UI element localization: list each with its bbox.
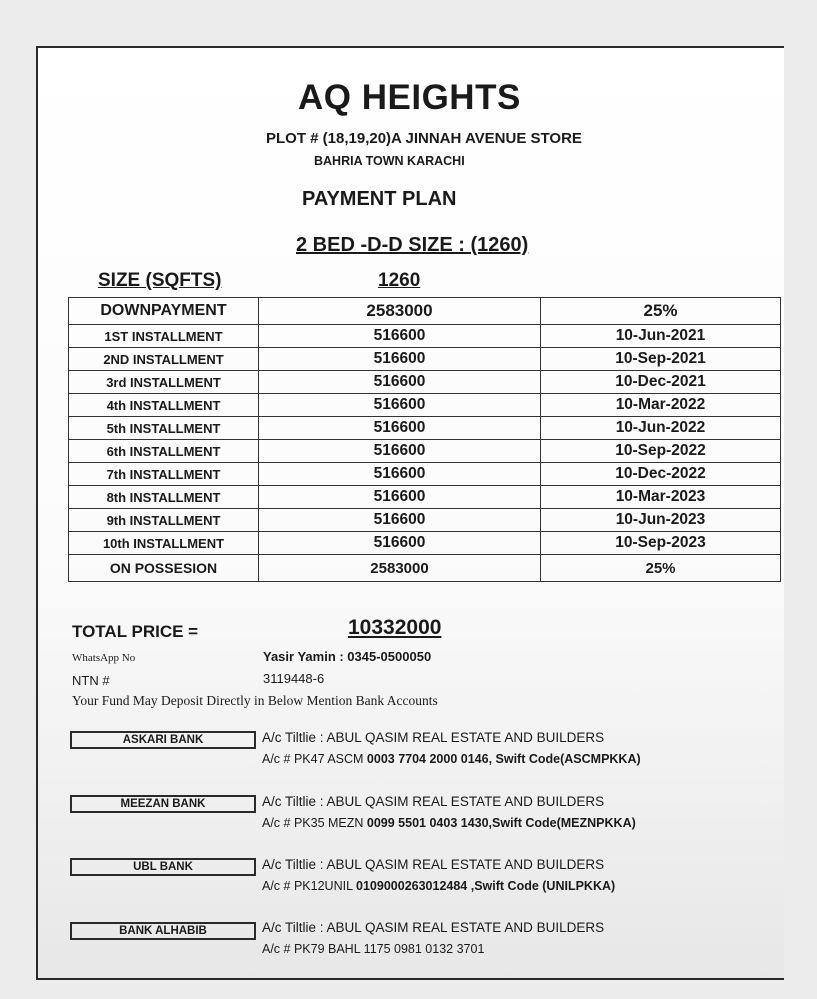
row-label: 9th INSTALLMENT: [69, 509, 259, 532]
table-row: [69, 394, 781, 417]
row-label: 8th INSTALLMENT: [69, 486, 259, 509]
address-line-1: PLOT # (18,19,20)A JINNAH AVENUE STORE: [266, 130, 582, 147]
row-amount: 516600: [259, 509, 541, 532]
table-row: [69, 348, 781, 371]
row-info: 10-Dec-2022: [541, 463, 781, 486]
table-row: [69, 555, 781, 582]
address-line-2: BAHRIA TOWN KARACHI: [314, 154, 465, 168]
account-number: A/c # PK12UNIL 0109000263012484 ,Swift Code (UNILPKKA): [262, 879, 616, 893]
account-title: A/c Tiltlie : ABUL QASIM REAL ESTATE AND BUILDERS: [262, 857, 605, 872]
bank-name-box: ASKARI BANK: [70, 731, 256, 749]
row-amount: 2583000: [259, 555, 541, 582]
table-row: [69, 463, 781, 486]
table-row: [69, 486, 781, 509]
row-info: 10-Dec-2021: [541, 371, 781, 394]
size-label: SIZE (SQFTS): [98, 270, 222, 291]
row-amount: 516600: [259, 371, 541, 394]
row-amount: 516600: [259, 463, 541, 486]
row-amount: 516600: [259, 348, 541, 371]
account-number: A/c # PK79 BAHL 1175 0981 0132 3701: [262, 942, 485, 956]
bank-name-box: MEEZAN BANK: [70, 795, 256, 813]
row-label: ON POSSESION: [69, 555, 259, 582]
row-label: 5th INSTALLMENT: [69, 417, 259, 440]
row-label: 6th INSTALLMENT: [69, 440, 259, 463]
row-label: 1ST INSTALLMENT: [69, 325, 259, 348]
row-amount: 516600: [259, 417, 541, 440]
fund-deposit-note: Your Fund May Deposit Directly in Below Mention Bank Accounts: [72, 693, 438, 708]
row-info: 10-Jun-2022: [541, 417, 781, 440]
bank-name-box: UBL BANK: [70, 858, 256, 876]
total-price-value: 10332000: [348, 616, 442, 639]
row-info: 10-Mar-2022: [541, 394, 781, 417]
row-label: 2ND INSTALLMENT: [69, 348, 259, 371]
row-label: DOWNPAYMENT: [69, 298, 259, 325]
row-info: 10-Jun-2021: [541, 325, 781, 348]
whatsapp-label: WhatsApp No: [72, 652, 136, 664]
row-info: 10-Sep-2022: [541, 440, 781, 463]
table-row: [69, 532, 781, 555]
ntn-value: 3119448-6: [263, 671, 325, 686]
row-info: 25%: [541, 555, 781, 582]
table-row: [69, 440, 781, 463]
row-amount: 2583000: [259, 298, 541, 325]
row-label: 3rd INSTALLMENT: [69, 371, 259, 394]
row-info: 10-Mar-2023: [541, 486, 781, 509]
row-info: 10-Jun-2023: [541, 509, 781, 532]
table-row: [69, 509, 781, 532]
plan-title: PAYMENT PLAN: [302, 188, 457, 210]
table-row: [69, 298, 781, 325]
row-amount: 516600: [259, 325, 541, 348]
row-amount: 516600: [259, 394, 541, 417]
account-title: A/c Tiltlie : ABUL QASIM REAL ESTATE AND BUILDERS: [262, 794, 605, 809]
account-number: A/c # PK35 MEZN 0099 5501 0403 1430,Swift Code(MEZNPKKA): [262, 816, 636, 830]
whatsapp-value: Yasir Yamin : 0345-0500050: [263, 649, 432, 664]
row-label: 4th INSTALLMENT: [69, 394, 259, 417]
row-label: 7th INSTALLMENT: [69, 463, 259, 486]
table-row: [69, 371, 781, 394]
total-price-label: TOTAL PRICE =: [72, 622, 199, 641]
row-info: 25%: [541, 298, 781, 325]
row-info: 10-Sep-2021: [541, 348, 781, 371]
account-number: A/c # PK47 ASCM 0003 7704 2000 0146, Swift Code(ASCMPKKA): [262, 752, 641, 766]
document-title: AQ HEIGHTS: [298, 78, 521, 117]
table-row: [69, 417, 781, 440]
row-info: 10-Sep-2023: [541, 532, 781, 555]
size-heading: 2 BED -D-D SIZE : (1260): [296, 234, 529, 256]
row-amount: 516600: [259, 440, 541, 463]
bank-name-box: BANK ALHABIB: [70, 922, 256, 940]
row-amount: 516600: [259, 486, 541, 509]
size-value: 1260: [378, 270, 421, 291]
payment-plan-table: [68, 297, 781, 582]
account-title: A/c Tiltlie : ABUL QASIM REAL ESTATE AND BUILDERS: [262, 730, 605, 745]
row-label: 10th INSTALLMENT: [69, 532, 259, 555]
account-title: A/c Tiltlie : ABUL QASIM REAL ESTATE AND BUILDERS: [262, 920, 605, 935]
ntn-label: NTN #: [72, 673, 110, 688]
row-amount: 516600: [259, 532, 541, 555]
table-row: [69, 325, 781, 348]
document-page: [36, 46, 784, 980]
